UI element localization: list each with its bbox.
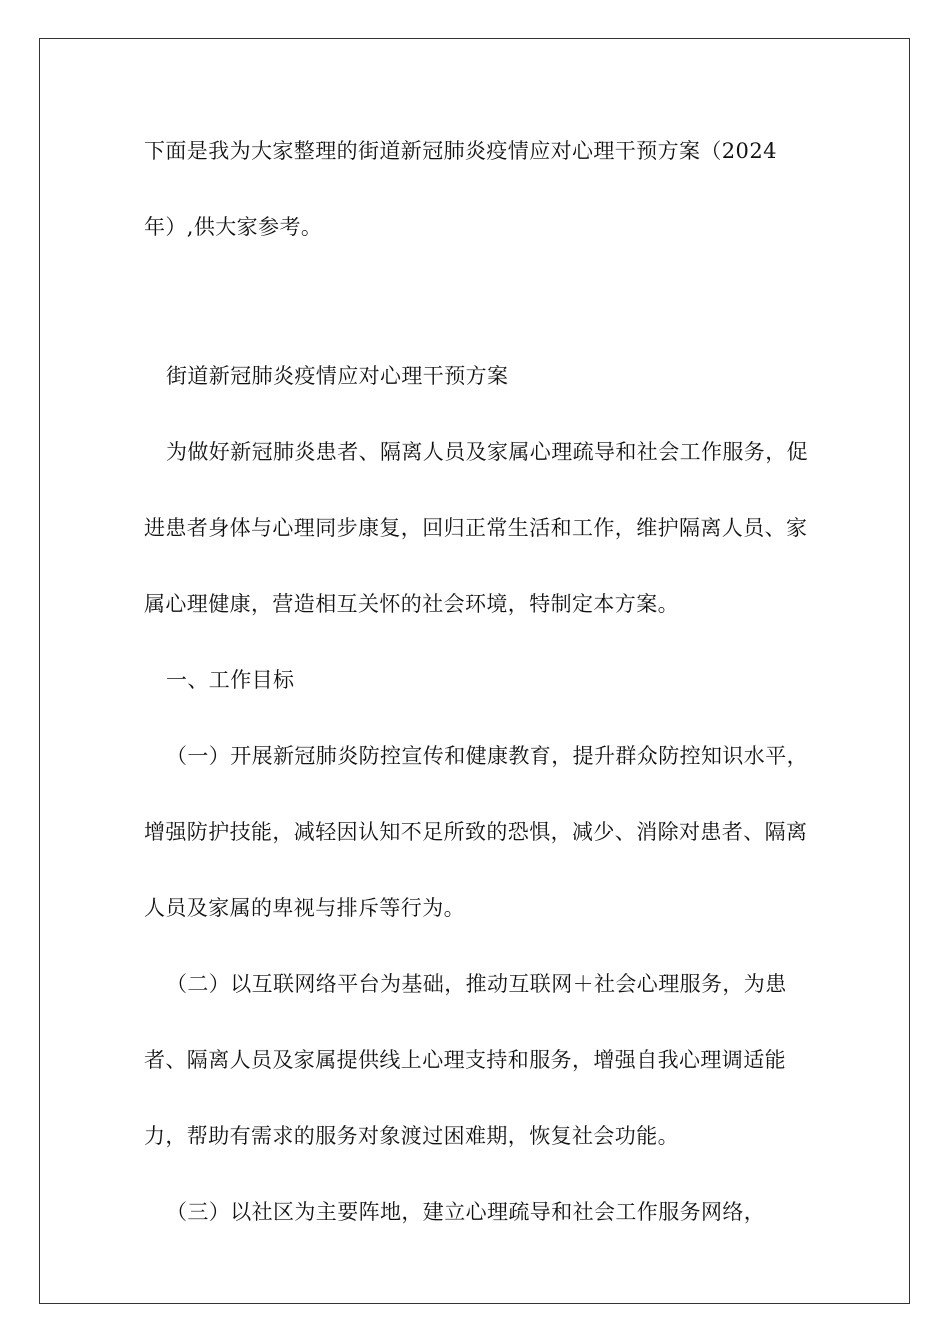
intro-section [144, 113, 808, 265]
paragraph-goal-3: （三）以社区为主要阵地，建立心理疏导和社会工作服务网络， [166, 1200, 766, 1224]
paragraph-goal-2: （二）以互联网络平台为基础，推动互联网＋社会心理服务，为患者、隔离人员及家属提供线上心理支持和服务，增强自我心理调适能力，帮助有需求的服务对象渡过困难期，恢复社会功能。 [144, 972, 787, 1148]
intro-paragraph: 下面是我为大家整理的街道新冠肺炎疫情应对心理干预方案（2024年）,供大家参考。 [144, 139, 777, 239]
document-title: 街道新冠肺炎疫情应对心理干预方案 [166, 364, 509, 388]
paragraph-purpose: 为做好新冠肺炎患者、隔离人员及家属心理疏导和社会工作服务，促进患者身体与心理同步康复，回归正常生活和工作，维护隔离人员、家属心理健康，营造相互关怀的社会环境，特制定本方案。 [144, 440, 808, 616]
paragraph-goal-1: （一）开展新冠肺炎防控宣传和健康教育，提升群众防控知识水平，增强防护技能，减轻因认知不足所致的恐惧，减少、消除对患者、隔离人员及家属的卑视与排斥等行为。 [144, 744, 808, 920]
section-heading-goals: 一、工作目标 [166, 668, 295, 692]
document-body [144, 338, 808, 1250]
